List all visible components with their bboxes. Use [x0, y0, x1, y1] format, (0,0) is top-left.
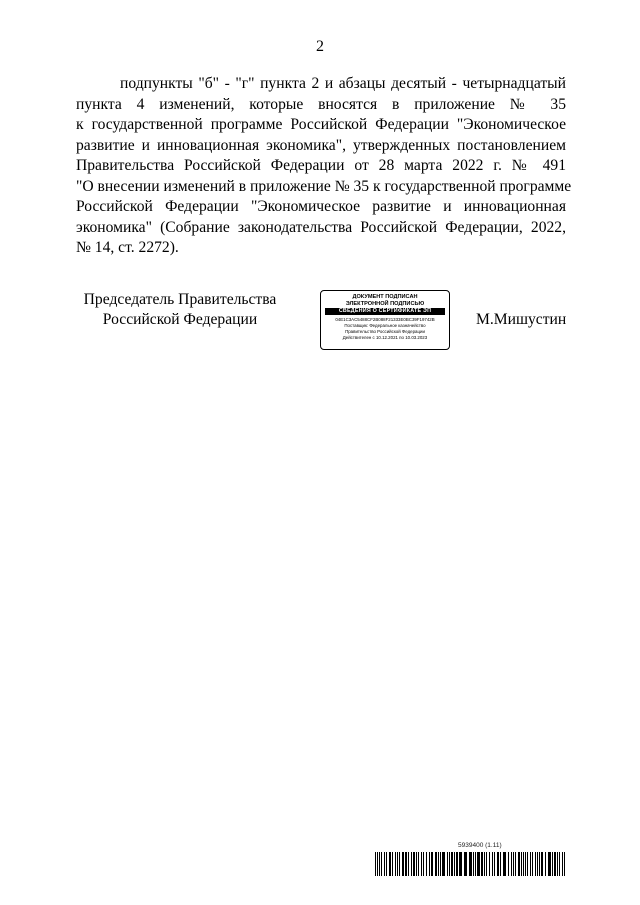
- barcode-bar: [486, 852, 487, 876]
- barcode-bar: [559, 852, 560, 876]
- body-line: подпункты "б" - "г" пункта 2 и абзацы десятый - четырнадцатый: [120, 75, 566, 92]
- barcode-bar: [537, 852, 538, 876]
- barcode-bar: [447, 852, 448, 876]
- barcode-bar: [440, 852, 441, 876]
- body-line: № 14, ст. 2272).: [76, 239, 179, 256]
- barcode-bar: [384, 852, 385, 876]
- barcode-bar: [429, 852, 430, 876]
- barcode-bar: [564, 852, 565, 876]
- barcode-bar: [395, 852, 396, 876]
- barcode-bar: [456, 852, 458, 876]
- barcode-bar: [379, 852, 380, 876]
- barcode-bar: [545, 852, 546, 876]
- stamp-issuer: Поставщик: Федеральное казначейство: [344, 323, 426, 328]
- barcode-bar: [511, 852, 512, 876]
- barcode-bar: [475, 852, 476, 876]
- signer-name: М.Мишустин: [476, 311, 567, 328]
- barcode-bar: [381, 852, 382, 876]
- signer-title: [60, 290, 300, 330]
- barcode-bar: [492, 852, 493, 876]
- barcode-bar: [397, 852, 398, 876]
- barcode-bar: [418, 852, 419, 876]
- barcode-bar: [521, 852, 522, 876]
- body-line: пункта 4 изменений, которые вносятся в приложение № 35: [76, 95, 566, 113]
- barcode-bar: [508, 852, 509, 876]
- barcode-icon: [375, 852, 565, 876]
- barcode-bar: [442, 852, 445, 876]
- stamp-heading-line-2: ЭЛЕКТРОННОЙ ПОДПИСЬЮ: [345, 300, 425, 307]
- barcode-bar: [497, 852, 499, 876]
- body-paragraph: [76, 74, 572, 259]
- barcode-bar: [426, 852, 427, 876]
- barcode-bar: [484, 852, 485, 876]
- barcode-bar: [377, 852, 378, 876]
- barcode-bar: [548, 852, 551, 876]
- barcode-bar: [518, 852, 520, 876]
- body-line: Правительства Российской Федерации от 28 марта 2022 г. № 491: [76, 157, 566, 174]
- barcode-bar: [449, 852, 450, 876]
- barcode-bar: [562, 852, 563, 876]
- body-line: "О внесении изменений в приложение № 35 к государственной программе: [76, 177, 572, 195]
- barcode-bar: [554, 852, 556, 876]
- barcode-bar: [481, 852, 483, 876]
- barcode-bar: [438, 852, 439, 876]
- signer-title-line-1: Председатель Правительства: [83, 291, 277, 308]
- barcode-bar: [399, 852, 400, 876]
- barcode-bar: [513, 852, 514, 876]
- barcode-bar: [408, 852, 409, 876]
- barcode-bar: [535, 852, 536, 876]
- barcode-bar: [405, 852, 407, 876]
- barcode-bar: [435, 852, 437, 876]
- signer-title-line-2: Российской Федерации: [102, 311, 258, 328]
- barcode-bar: [530, 852, 531, 876]
- barcode-bar: [489, 852, 490, 876]
- barcode-bar: [386, 852, 387, 876]
- barcode-bar: [515, 852, 516, 876]
- barcode-bar: [454, 852, 455, 876]
- barcode-bar: [413, 852, 415, 876]
- barcode-bar: [473, 852, 474, 876]
- barcode-bar: [532, 852, 533, 876]
- barcode-bar: [389, 852, 391, 876]
- barcode-bar: [423, 852, 424, 876]
- barcode-bar: [464, 852, 467, 876]
- page-number: 2: [316, 38, 324, 55]
- barcode-bar: [525, 852, 526, 876]
- body-line: Российской Федерации "Экономическое развитие и инновационная: [76, 198, 566, 215]
- stamp-validity: Действителен с 10.12.2021 по 10.03.2023: [342, 335, 428, 340]
- body-line: развитие и инновационная экономика", утвержденных постановлением: [76, 136, 566, 154]
- electronic-signature-stamp: [320, 290, 450, 350]
- barcode-bar: [469, 852, 472, 876]
- barcode-bar: [459, 852, 462, 876]
- barcode-bar: [500, 852, 501, 876]
- barcode-bar: [552, 852, 553, 876]
- barcode-bar: [477, 852, 480, 876]
- barcode-bar: [503, 852, 506, 876]
- stamp-owner: Правительство Российской Федерации: [345, 329, 425, 334]
- stamp-serial: 04E1C3AC5488CF2B088F21333E0BC39F19742B: [335, 317, 435, 322]
- barcode-bar: [539, 852, 540, 876]
- stamp-heading-line-1: ДОКУМЕНТ ПОДПИСАН: [352, 294, 418, 300]
- body-line: экономика" (Собрание законодательства Российской Федерации, 2022,: [76, 218, 566, 236]
- barcode-bar: [411, 852, 412, 876]
- barcode-bar: [523, 852, 524, 876]
- barcode-bar: [527, 852, 528, 876]
- barcode-bar: [416, 852, 417, 876]
- stamp-banner: СВЕДЕНИЯ О СЕРТИФИКАТЕ ЭП: [325, 308, 445, 315]
- document-code: 5939400 (1.11): [458, 842, 502, 849]
- barcode-bar: [375, 852, 376, 876]
- barcode-bar: [541, 852, 543, 876]
- barcode-bar: [557, 852, 558, 876]
- barcode-bar: [392, 852, 393, 876]
- barcode-bar: [421, 852, 422, 876]
- barcode-bar: [431, 852, 433, 876]
- body-line: к государственной программе Российской Федерации "Экономическое: [76, 116, 566, 133]
- barcode-bar: [494, 852, 495, 876]
- barcode-bar: [451, 852, 453, 876]
- stamp-heading: [321, 294, 449, 307]
- barcode-bar: [402, 852, 404, 876]
